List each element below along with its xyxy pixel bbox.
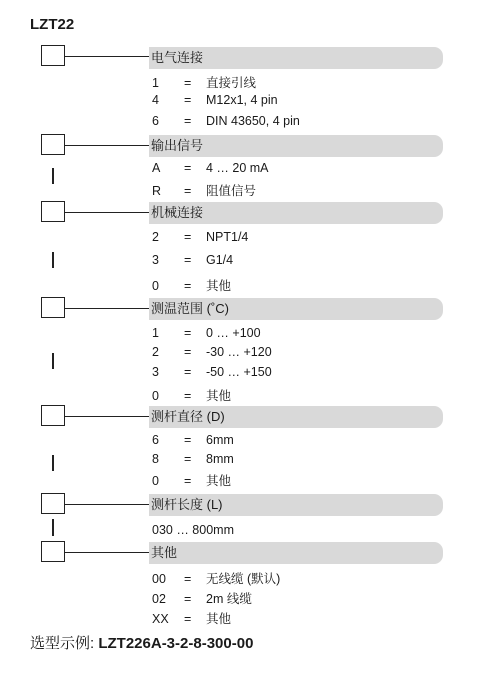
separator-dash [52,252,54,268]
option-row: XX = 其他 [152,612,232,626]
order-example [30,632,253,653]
option-row: 3 = G1/4 [152,253,234,267]
connector-line [65,504,149,505]
separator-dash [52,455,54,471]
code-box-other[interactable] [41,541,65,562]
option-row: 00 = 无线缆 (默认) [152,572,281,586]
section-header-length: 测杆长度 (L) [149,494,443,516]
section-header-mechanical: 机械连接 [149,202,443,224]
separator-dash [52,353,54,369]
connector-line [65,212,149,213]
option-row: 1 = 0 … +100 [152,326,261,340]
option-row: 8 = 8mm [152,452,234,466]
code-box-output[interactable] [41,134,65,155]
option-row: 0 = 其他 [152,389,232,403]
option-row: 1 = 直接引线 [152,76,257,90]
option-row: 6 = 6mm [152,433,234,447]
connector-line [65,308,149,309]
section-header-electrical: 电气连接 [149,47,443,69]
option-row: 4 = M12x1, 4 pin [152,93,278,107]
code-box-temperature[interactable] [41,297,65,318]
option-row: 2 = NPT1/4 [152,230,249,244]
code-box-length[interactable] [41,493,65,514]
length-range: 030 … 800mm [152,523,234,537]
code-box-mechanical[interactable] [41,201,65,222]
section-header-other: 其他 [149,542,443,564]
code-box-diameter[interactable] [41,405,65,426]
option-row: 6 = DIN 43650, 4 pin [152,114,300,128]
separator-dash [52,519,54,536]
section-header-diameter: 测杆直径 (D) [149,406,443,428]
connector-line [65,56,149,57]
option-row: 0 = 其他 [152,474,232,488]
option-row: A = 4 … 20 mA [152,161,269,175]
connector-line [65,416,149,417]
code-box-electrical[interactable] [41,45,65,66]
option-row: 02 = 2m 线缆 [152,592,252,606]
option-row: R = 阻值信号 [152,184,257,198]
option-row: 0 = 其他 [152,279,232,293]
section-header-output: 输出信号 [149,135,443,157]
connector-line [65,145,149,146]
connector-line [65,552,149,553]
example-value: LZT226A-3-2-8-300-00 [98,635,254,652]
section-header-temperature: 测温范围 (˚C) [149,298,443,320]
separator-dash [52,168,54,184]
option-row: 2 = -30 … +120 [152,345,272,359]
model-title: LZT22 [30,16,75,33]
option-row: 3 = -50 … +150 [152,365,272,379]
example-label: 选型示例: [30,635,95,652]
